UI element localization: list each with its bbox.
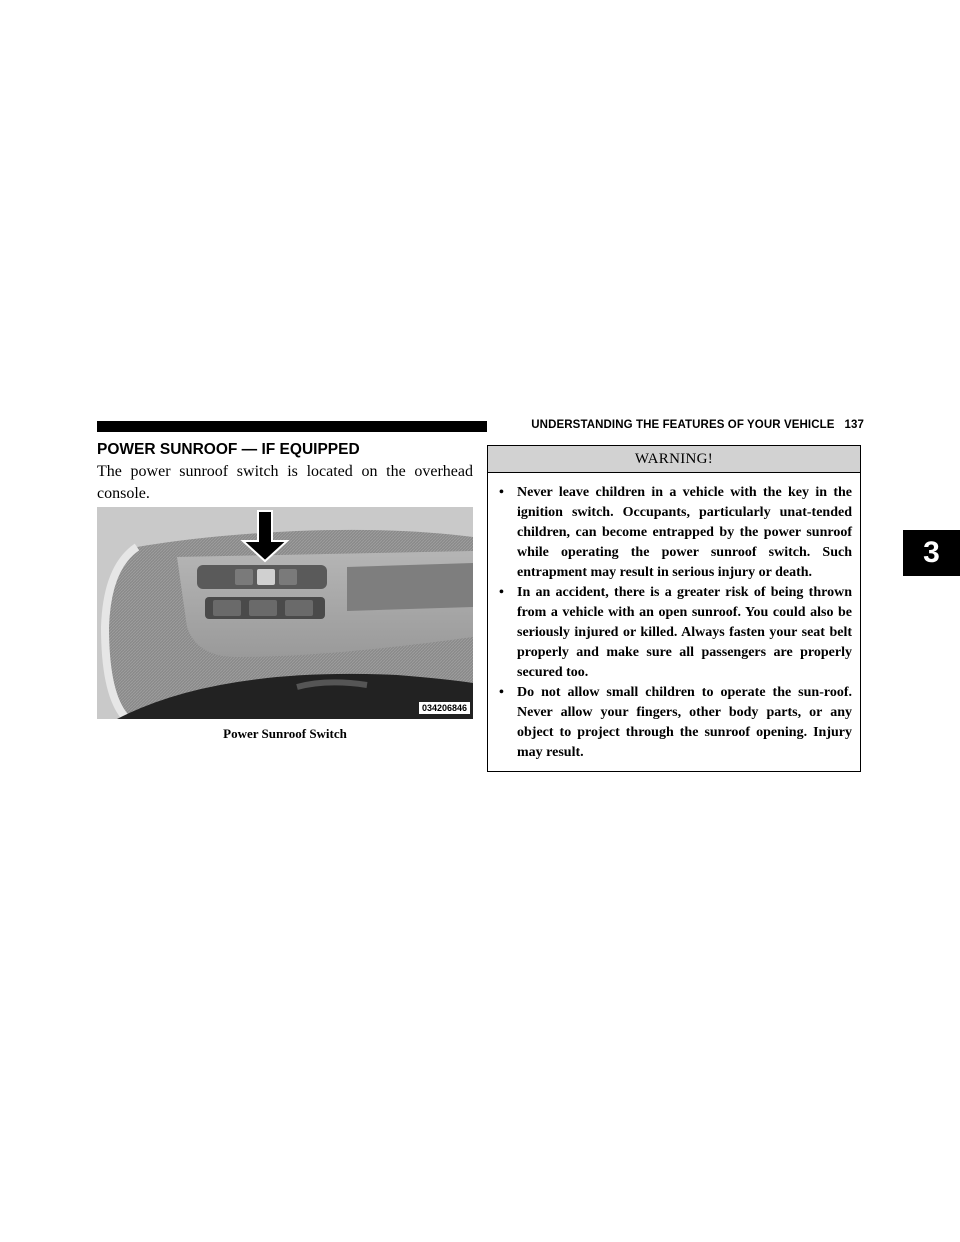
- warning-item: • Never leave children in a vehicle with the key in the ignition switch. Occupants, particularly unat-tended children, can become entrapped by the power sunroof while operating the power sunroof switch. Such entrapment may result in serious injury or death.: [499, 485, 852, 580]
- figure-caption: Power Sunroof Switch: [223, 726, 347, 741]
- chapter-tab: 3: [903, 530, 960, 576]
- header-rule: [97, 421, 487, 432]
- warning-list: [488, 473, 860, 763]
- warning-item-text: Do not allow small children to operate the sun-roof. Never allow your fingers, other body parts, or any object to project through the sunroof opening. Injury may result.: [517, 685, 852, 760]
- warning-item: • Do not allow small children to operate the sun-roof. Never allow your fingers, other body parts, or any object to project through the sunroof opening. Injury may result.: [499, 685, 852, 760]
- intro-paragraph: The power sunroof switch is located on the overhead console.: [97, 463, 473, 502]
- sunroof-switch-photo: [97, 507, 473, 719]
- page-number: 137: [844, 419, 864, 431]
- figure-id: 034206846: [419, 702, 470, 714]
- warning-item: • In an accident, there is a greater risk of being thrown from a vehicle with an open sunroof. You could also be seriously injured or killed. Always fasten your seat belt properly and make sure all passengers are properly secured too.: [499, 585, 852, 680]
- warning-item-text: In an accident, there is a greater risk of being thrown from a vehicle with an open sunroof. You could also be seriously injured or killed. Always fasten your seat belt properly and make sure all passengers are properly secured too.: [517, 585, 852, 680]
- overhead-console-illustration: [97, 507, 473, 719]
- running-title: UNDERSTANDING THE FEATURES OF YOUR VEHICLE: [531, 419, 835, 431]
- running-header: [500, 419, 864, 431]
- warning-title: WARNING!: [488, 446, 860, 473]
- warning-box: [487, 445, 861, 772]
- warning-item-text: Never leave children in a vehicle with the key in the ignition switch. Occupants, particularly unat-tended children, can become entrapped by the power sunroof while operating the power sunroof switch. Such entrapment may result in serious injury or death.: [517, 485, 852, 580]
- section-title: POWER SUNROOF — IF EQUIPPED: [97, 441, 360, 458]
